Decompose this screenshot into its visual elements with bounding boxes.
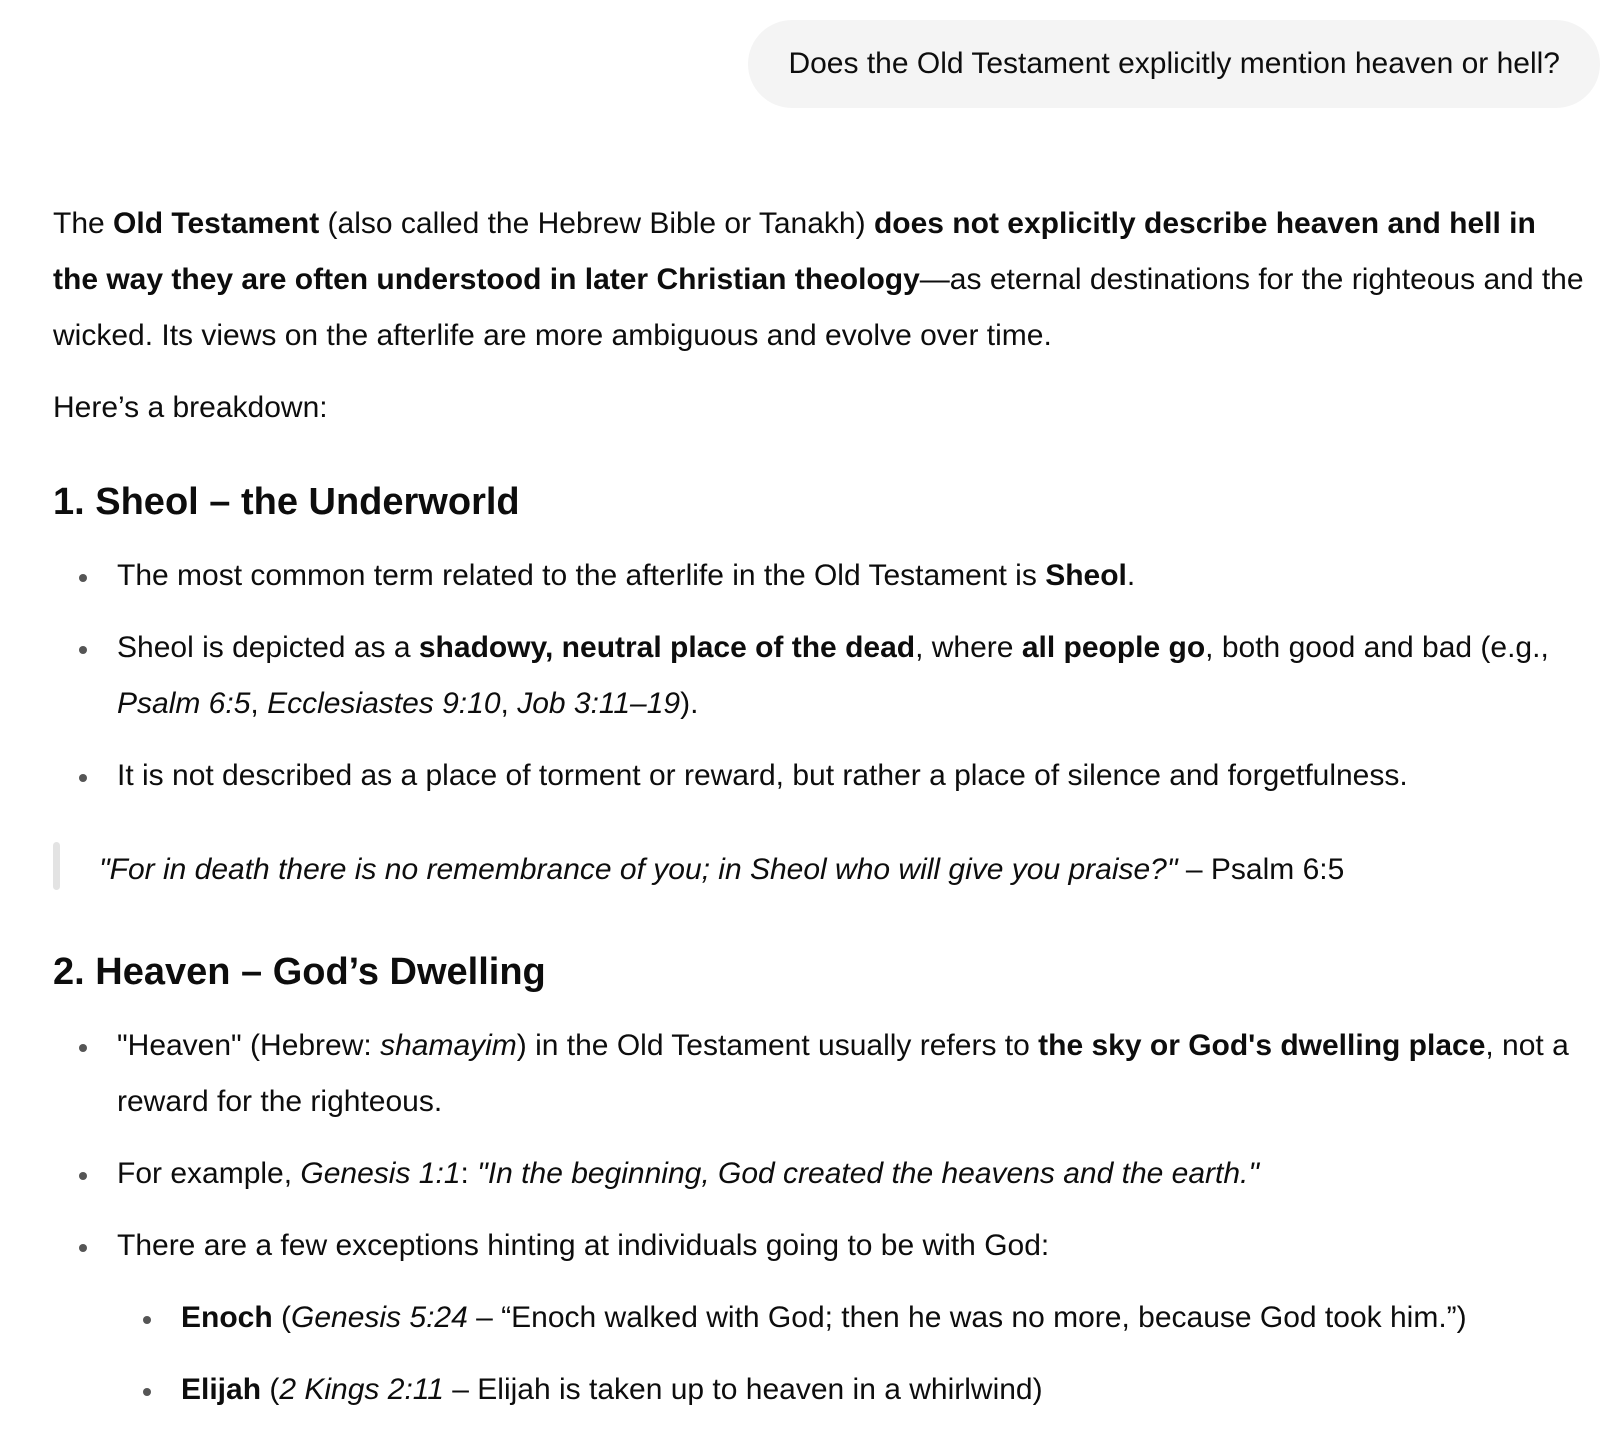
list-item xyxy=(117,1362,1588,1418)
list-item xyxy=(53,748,1588,804)
blockquote-source: – Psalm 6:5 xyxy=(1177,853,1345,886)
bullet-text: , where xyxy=(915,631,1022,664)
bullet-text: , xyxy=(500,687,518,720)
intro-bold-old-testament: Old Testament xyxy=(113,207,320,240)
bullet-text: , xyxy=(250,687,268,720)
bullet-text: , both good and bad (e.g., xyxy=(1205,631,1549,664)
assistant-response xyxy=(53,196,1588,1434)
bullet-text: Sheol is depicted as a xyxy=(117,631,419,664)
list-item xyxy=(53,1018,1588,1130)
bullet-text: ( xyxy=(272,1301,291,1334)
bullet-bold: the sky or God's dwelling place xyxy=(1038,1029,1486,1062)
blockquote-text: "For in death there is no remembrance of you; in Sheol who will give you praise?" xyxy=(99,853,1178,886)
bullet-text: There are a few exceptions hinting at individuals going to be with God: xyxy=(117,1229,1050,1262)
user-message-bubble xyxy=(748,20,1600,108)
section-heading-heaven: 2. Heaven – God’s Dwelling xyxy=(53,951,546,993)
list-item xyxy=(117,1290,1588,1346)
scripture-reference: Psalm 6:5 xyxy=(117,687,251,720)
bullet-text: – “Enoch walked with God; then he was no more, because God took him.”) xyxy=(467,1301,1467,1334)
bullet-bold: all people go xyxy=(1021,631,1206,664)
intro-text-3: —as eternal destinations for the righteous and the wicked. Its views on the afterlife are more ambiguous and evolve over time. xyxy=(53,263,1584,352)
bullet-text: – Elijah is taken up to heaven in a whirlwind) xyxy=(443,1373,1043,1406)
bullet-text: : xyxy=(460,1157,478,1190)
sheol-bullet-list xyxy=(53,548,1588,804)
list-item xyxy=(53,1218,1588,1418)
heaven-bullet-list xyxy=(53,1018,1588,1418)
bullet-text: "Heaven" (Hebrew: xyxy=(117,1029,381,1062)
bullet-text: , not a reward for the righteous. xyxy=(117,1029,1569,1118)
bullet-text: ) in the Old Testament usually refers to xyxy=(516,1029,1039,1062)
person-name: Enoch xyxy=(181,1301,273,1334)
breakdown-line: Here’s a breakdown: xyxy=(53,391,328,424)
list-item xyxy=(53,1146,1588,1202)
bullet-bold: Sheol xyxy=(1045,559,1127,592)
exceptions-sublist xyxy=(117,1290,1588,1418)
scripture-reference: Genesis 5:24 xyxy=(291,1301,468,1334)
scripture-reference: Genesis 1:1 xyxy=(300,1157,461,1190)
bullet-text: . xyxy=(1126,559,1136,592)
scripture-reference: Ecclesiastes 9:10 xyxy=(267,687,501,720)
person-name: Elijah xyxy=(181,1373,262,1406)
bullet-text: For example, xyxy=(117,1157,301,1190)
bullet-text: ( xyxy=(261,1373,280,1406)
section-heading-sheol: 1. Sheol – the Underworld xyxy=(53,481,520,523)
intro-text-2: (also called the Hebrew Bible or Tanakh) xyxy=(319,207,874,240)
scripture-reference: 2 Kings 2:11 xyxy=(279,1373,444,1406)
bullet-text: The most common term related to the afterlife in the Old Testament is xyxy=(117,559,1046,592)
bullet-text: It is not described as a place of torment or reward, but rather a place of silence and forgetfulness. xyxy=(117,759,1408,792)
intro-bold-claim: does not explicitly describe heaven and hell in the way they are often understood in later Christian theology xyxy=(53,207,1536,296)
intro-text-1: The xyxy=(53,207,114,240)
blockquote xyxy=(53,842,1588,898)
list-item xyxy=(53,620,1588,732)
intro-paragraph xyxy=(53,196,1588,364)
bullet-bold: shadowy, neutral place of the dead xyxy=(418,631,916,664)
bullet-text: ). xyxy=(680,687,699,720)
user-message-text: Does the Old Testament explicitly mention heaven or hell? xyxy=(788,47,1560,80)
scripture-reference: Job 3:11–19 xyxy=(517,687,681,720)
hebrew-term: shamayim xyxy=(380,1029,517,1062)
blockquote-bar xyxy=(53,842,60,890)
scripture-quote: "In the beginning, God created the heavens and the earth." xyxy=(477,1157,1260,1190)
list-item xyxy=(53,548,1588,604)
